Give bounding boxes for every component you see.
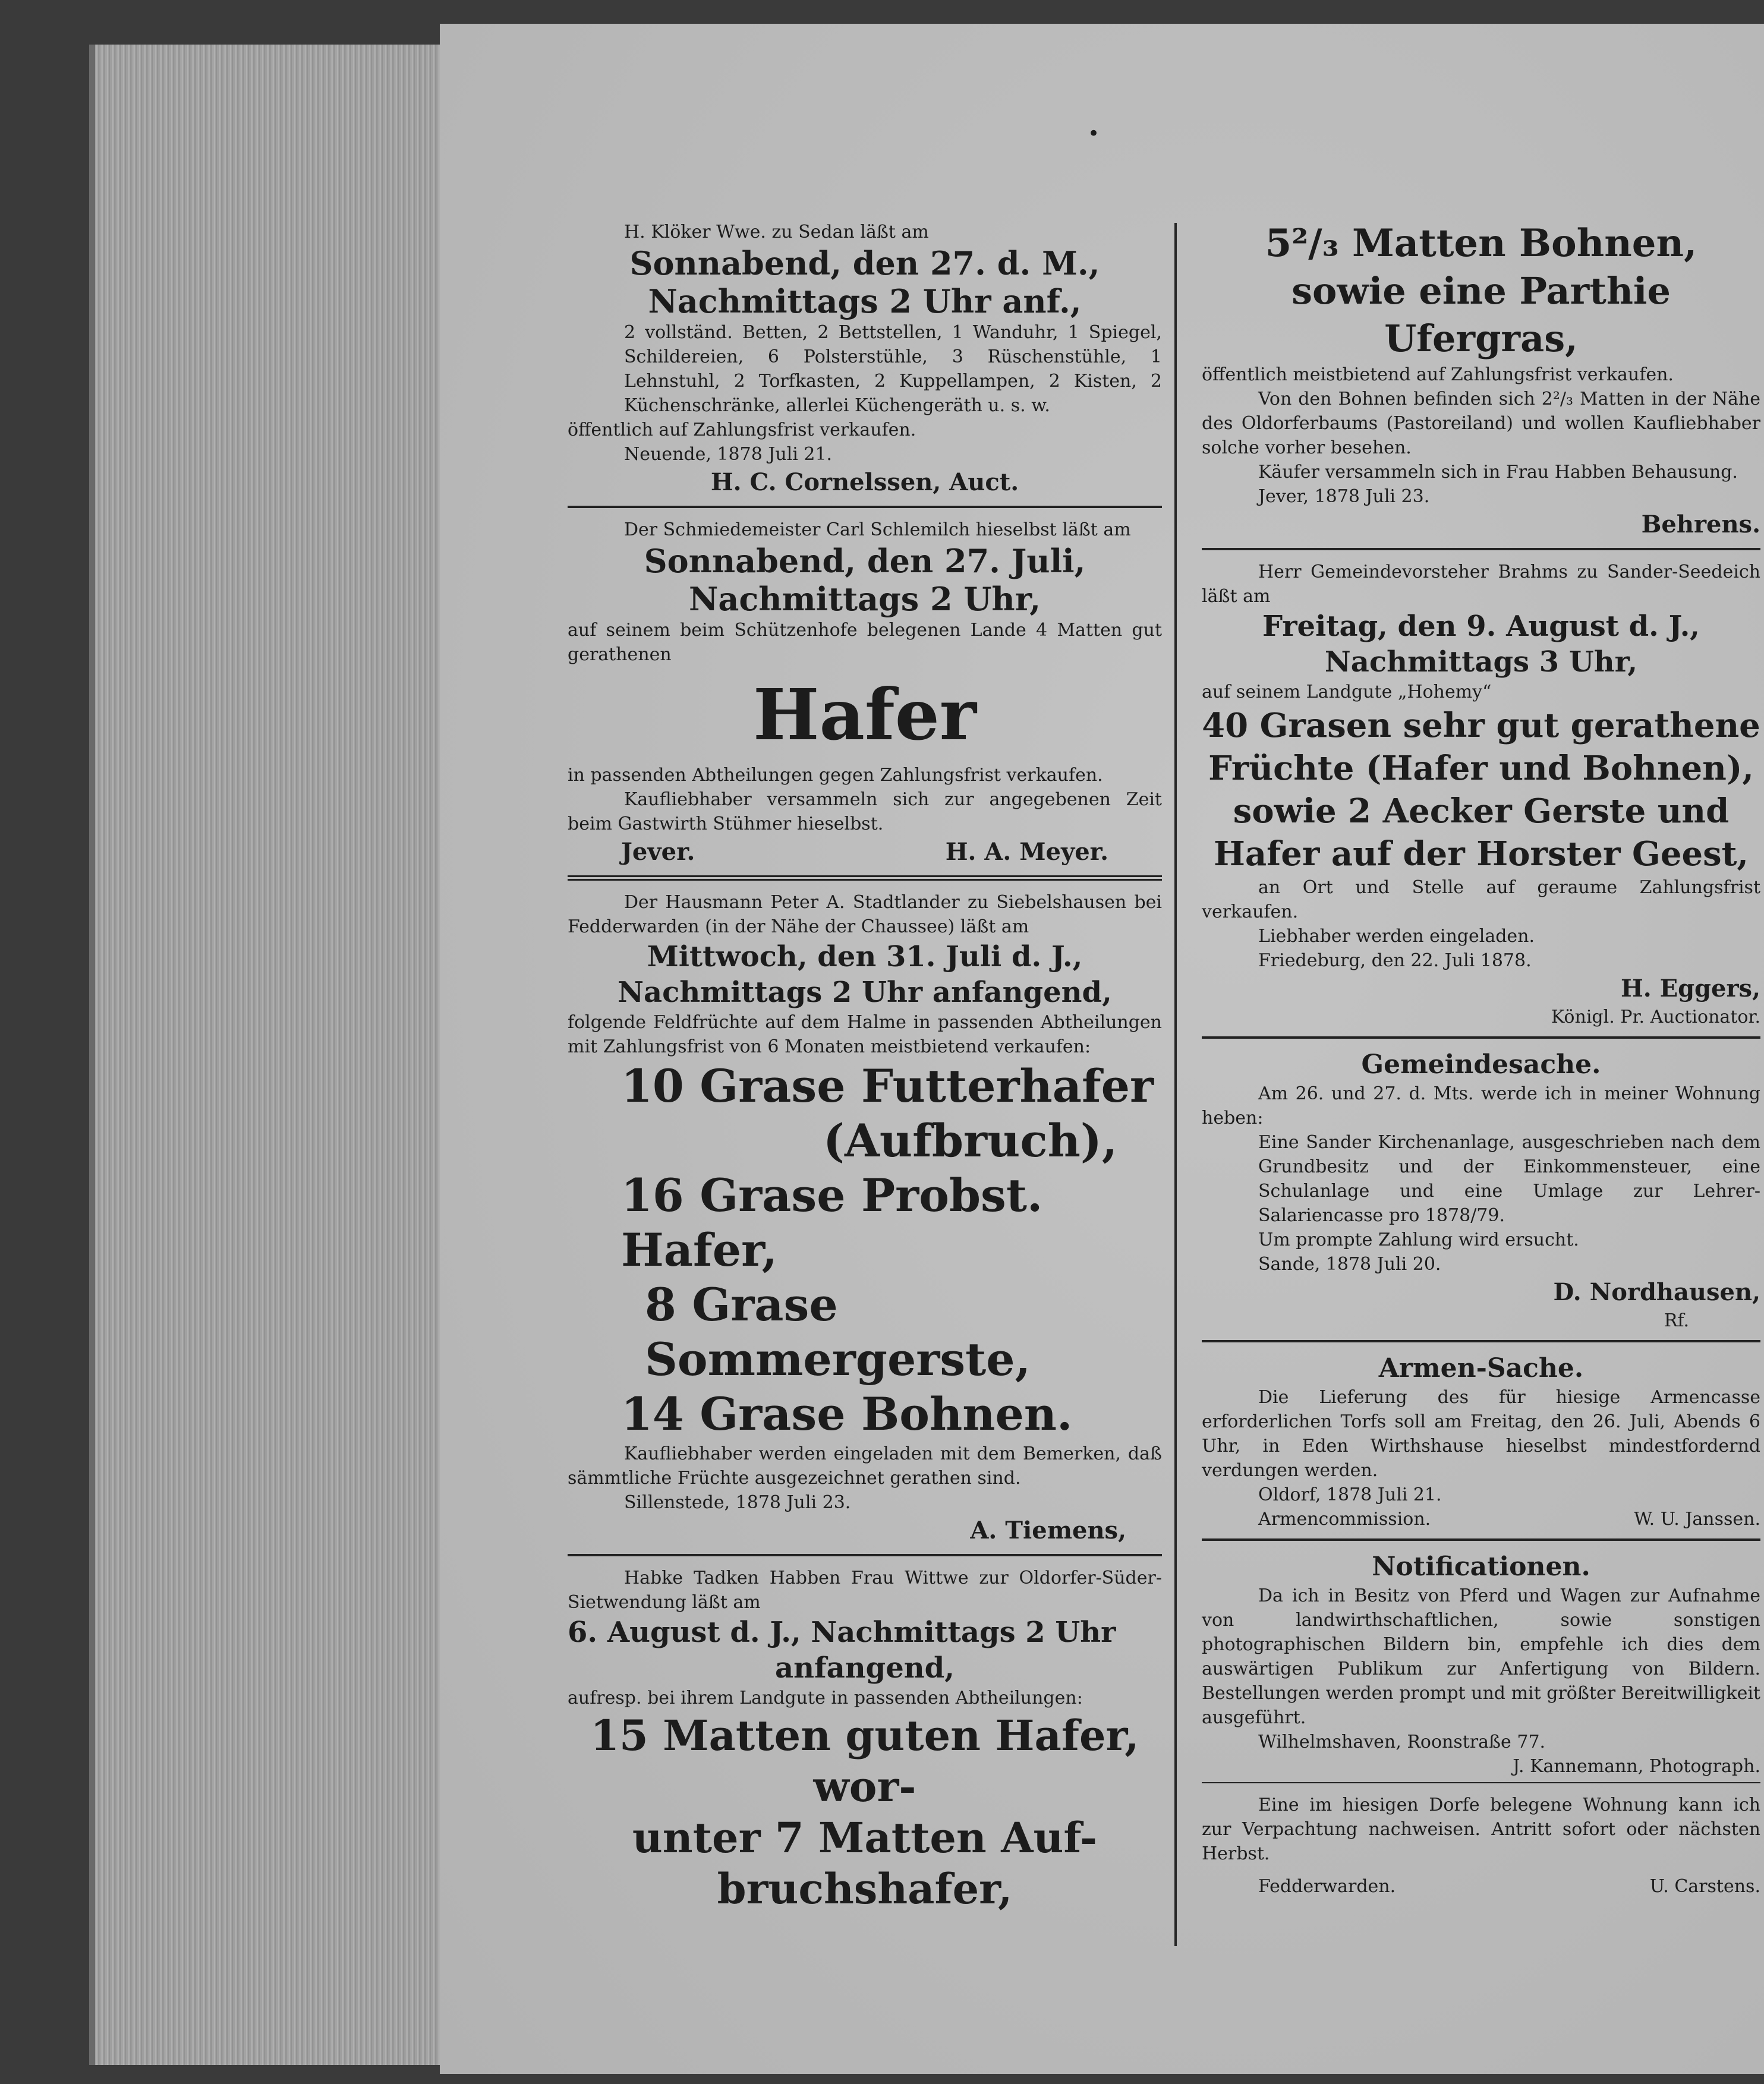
notice-wohnung: [1202, 1793, 1760, 1899]
ad-item-bohnen: 14 Grase Bohnen.: [621, 1388, 1073, 1440]
ad-terms: an Ort und Stelle auf geraume Zahlungsfrist verkaufen.: [1202, 877, 1760, 922]
notice-heading: Notificationen.: [1372, 1552, 1590, 1582]
ad-item-sommergerste: 8 Grase Sommergerste,: [645, 1278, 1031, 1386]
ad-time: Nachmittags 2 Uhr anf.,: [648, 282, 1082, 320]
ad-intro: Der Schmiedemeister Carl Schlemilch hieselbst läßt am: [624, 519, 1131, 540]
ad-terms: in passenden Abtheilungen gegen Zahlungsfrist verkaufen.: [568, 765, 1103, 786]
ad-headline-line4: Hafer auf der Horster Geest,: [1213, 834, 1749, 874]
notice-gemeindesache: [1202, 1048, 1760, 1333]
page-mark: •: [1088, 122, 1100, 146]
newspaper-page: [440, 24, 1764, 2074]
separator: [568, 1554, 1162, 1556]
notice-body: Da ich in Besitz von Pferd und Wagen zur Aufnahme von landwirthschaftlichen, sowie sonstigen photographischen Bildern bin, empfehle ich dies dem auswärtigen Publikum zur Anfertigung von Bildern. Bestellungen werden prompt und mit größter Bereitwilligkeit ausgeführt.: [1202, 1585, 1760, 1728]
notice-body: Eine Sander Kirchenanlage, ausgeschrieben nach dem Grundbesitz und der Einkommensteuer, eine Schulanlage und eine Umlage zur Lehrer-Salariencasse pro 1878/79.: [1258, 1132, 1760, 1226]
ad-note: Kaufliebhaber versammeln sich zur angegebenen Zeit beim Gastwirth Stühmer hieselbst.: [568, 789, 1162, 834]
notice-body: Eine im hiesigen Dorfe belegene Wohnung kann ich zur Verpachtung nachweisen. Antritt sofort oder nächsten Herbst.: [1202, 1795, 1760, 1864]
ad-signature: A. Tiemens,: [970, 1517, 1126, 1544]
notice-signature-left: Fedderwarden.: [1258, 1876, 1396, 1897]
notice-armen-sache: [1202, 1352, 1760, 1531]
column-rule: [1174, 223, 1177, 1946]
ad-headline-line3: bruchshafer,: [717, 1864, 1013, 1913]
ad-terms: öffentlich auf Zahlungsfrist verkaufen.: [568, 420, 916, 440]
notice-note: Um prompte Zahlung wird ersucht.: [1258, 1229, 1579, 1250]
ad-intro: Der Hausmann Peter A. Stadtlander zu Siebelshausen bei Fedderwarden (in der Nähe der Chaussee) läßt am: [568, 892, 1162, 937]
ad-headline-line1: 5²/₃ Matten Bohnen,: [1265, 221, 1697, 266]
ad-intro: Herr Gemeindevorsteher Brahms zu Sander-Seedeich läßt am: [1202, 562, 1760, 607]
ad-habben-hafer: [568, 1566, 1162, 1915]
ad-terms: öffentlich meistbietend auf Zahlungsfrist verkaufen.: [1202, 364, 1674, 385]
notice-signature-row: [1202, 1507, 1760, 1531]
ad-body: auf seinem Landgute „Hohemy“: [1202, 682, 1492, 702]
ad-behrens-bohnen: [1202, 220, 1760, 541]
notice-signature-row: [1202, 1874, 1760, 1899]
left-column: [568, 220, 1162, 1915]
ad-date: Mittwoch, den 31. Juli d. J.,: [647, 940, 1083, 973]
separator: [568, 875, 1162, 881]
ad-place-date: Neuende, 1878 Juli 21.: [624, 444, 833, 465]
book-page-edges: [89, 45, 464, 2065]
ad-body: auf seinem beim Schützenhofe belegenen Lande 4 Matten gut gerathenen: [568, 620, 1162, 665]
ad-headline-line2: Früchte (Hafer und Bohnen),: [1208, 749, 1754, 788]
ad-time: Nachmittags 2 Uhr,: [688, 580, 1041, 618]
notice-signature: D. Nordhausen,: [1553, 1278, 1760, 1306]
ad-body: folgende Feldfrüchte auf dem Halme in passenden Abtheilungen mit Zahlungsfrist von 6 Monaten meistbietend verkaufen:: [568, 1012, 1162, 1057]
ad-time: Nachmittags 3 Uhr,: [1324, 645, 1638, 679]
right-column: [1202, 220, 1760, 1899]
notice-signature-title: Rf.: [1664, 1310, 1689, 1331]
ad-signature-title: Königl. Pr. Auctionator.: [1551, 1007, 1760, 1027]
ad-signature: Behrens.: [1641, 510, 1760, 538]
separator: [1202, 548, 1760, 550]
ad-place-date: Friedeburg, den 22. Juli 1878.: [1258, 950, 1532, 971]
ad-date-cont: anfangend,: [775, 1651, 955, 1685]
ad-headline-line1: 40 Grasen sehr gut gerathene: [1202, 706, 1760, 745]
ad-date: Sonnabend, den 27. Juli,: [644, 542, 1086, 580]
separator: [1202, 1340, 1760, 1342]
notice-intro: Am 26. und 27. d. Mts. werde ich in meiner Wohnung heben:: [1202, 1083, 1760, 1128]
ad-item-probst-hafer: 16 Grase Probst. Hafer,: [621, 1169, 1043, 1276]
notice-heading: Armen-Sache.: [1378, 1353, 1584, 1383]
ad-body: Von den Bohnen befinden sich 2²/₃ Matten in der Nähe des Oldorferbaums (Pastoreiland) und wollen Kaufliebhaber solche vorher besehen.: [1202, 389, 1760, 458]
separator: [568, 506, 1162, 508]
ad-signature-row: [568, 836, 1162, 868]
separator: [1202, 1036, 1760, 1039]
ad-date: Sonnabend, den 27. d. M.,: [629, 244, 1100, 282]
ad-note: Liebhaber werden eingeladen.: [1258, 926, 1535, 947]
ad-headline-line2: sowie eine Parthie Ufergras,: [1292, 269, 1671, 360]
notice-signature-right: W. U. Janssen.: [1634, 1509, 1760, 1530]
ad-signature: H. C. Cornelssen, Auct.: [710, 468, 1019, 496]
ad-stadtlander-feldfruechte: [568, 890, 1162, 1547]
ad-headline-line1: 15 Matten guten Hafer, wor-: [590, 1711, 1139, 1811]
ad-intro: Habke Tadken Habben Frau Wittwe zur Oldorfer-Süder-Sietwendung läßt am: [568, 1568, 1162, 1613]
notice-place: Wilhelmshaven, Roonstraße 77.: [1258, 1732, 1546, 1752]
ad-date: Freitag, den 9. August d. J.,: [1262, 610, 1700, 643]
ad-place: Jever.: [621, 838, 695, 866]
notice-signature-right: U. Carstens.: [1649, 1876, 1760, 1897]
ad-headline-line3: sowie 2 Aecker Gerste und: [1233, 792, 1730, 831]
ad-headline-line2: unter 7 Matten Auf-: [632, 1813, 1098, 1862]
ad-signature: H. A. Meyer.: [945, 838, 1108, 866]
ad-item-aufbruch: (Aufbruch),: [823, 1114, 1118, 1167]
notice-heading: Gemeindesache.: [1361, 1049, 1601, 1080]
notice-notificationen: [1202, 1550, 1760, 1779]
ad-place-date: Jever, 1878 Juli 23.: [1258, 486, 1430, 507]
separator: [1202, 1538, 1760, 1541]
ad-time: Nachmittags 2 Uhr anfangend,: [618, 976, 1112, 1009]
ad-body: aufresp. bei ihrem Landgute in passenden Abtheilungen:: [568, 1688, 1083, 1708]
ad-item-futterhafer: 10 Grase Futterhafer: [621, 1060, 1154, 1112]
ad-brahms-fruechte: [1202, 560, 1760, 1029]
notice-body: Die Lieferung des für hiesige Armencasse erforderlichen Torfs soll am Freitag, den 26. Juli, Abends 6 Uhr, in Eden Wirthshause hieselbst mindestfordernd verdungen werden.: [1202, 1387, 1760, 1481]
separator: [1202, 1782, 1760, 1783]
ad-kloeker-auction: [568, 220, 1162, 499]
notice-place-date: Oldorf, 1878 Juli 21.: [1258, 1484, 1442, 1505]
ad-signature: H. Eggers,: [1620, 975, 1760, 1002]
ad-items: 2 vollständ. Betten, 2 Bettstellen, 1 Wanduhr, 1 Spiegel, Schildereien, 6 Polsterstühle, 3 Rüschenstühle, 1 Lehnstuhl, 2 Torfkasten, 2 Kuppellampen, 2 Kisten, 2 Küchenschränke, allerlei Küchengeräth u. s. w.: [624, 322, 1162, 416]
notice-place-date: Sande, 1878 Juli 20.: [1258, 1254, 1441, 1275]
ad-place-date: Sillenstede, 1878 Juli 23.: [624, 1492, 851, 1513]
ad-intro: H. Klöker Wwe. zu Sedan läßt am: [624, 222, 929, 242]
ad-note: Kaufliebhaber werden eingeladen mit dem Bemerken, daß sämmtliche Früchte ausgezeichnet gerathen sind.: [568, 1443, 1162, 1489]
ad-headline-hafer: Hafer: [753, 673, 976, 756]
ad-date: 6. August d. J., Nachmittags 2 Uhr: [568, 1616, 1116, 1649]
ad-schlemilch-hafer: [568, 518, 1162, 868]
notice-signature-left: Armencommission.: [1258, 1509, 1431, 1530]
notice-signature: J. Kannemann, Photograph.: [1513, 1756, 1760, 1777]
ad-note: Käufer versammeln sich in Frau Habben Behausung.: [1258, 462, 1738, 483]
